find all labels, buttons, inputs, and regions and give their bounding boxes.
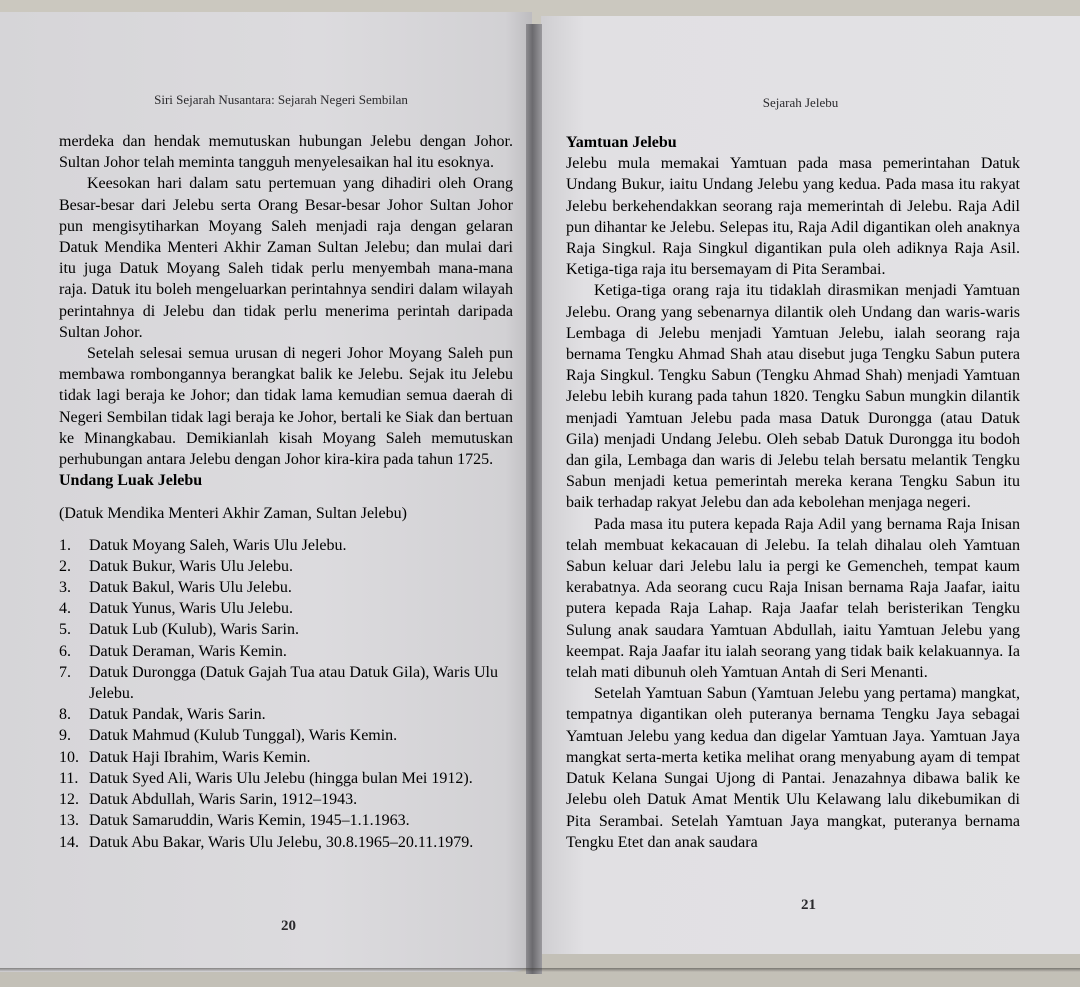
list-item <box>59 725 513 746</box>
list-number: 11. <box>59 769 79 787</box>
list-text: Datuk Bukur, Waris Ulu Jelebu. <box>89 557 293 575</box>
paragraph: merdeka dan hendak memutuskan hubungan Jelebu dengan Johor. Sultan Johor telah meminta tangguh menyelesaikan hal itu esoknya. <box>59 133 513 172</box>
list-item <box>59 556 513 577</box>
undang-list <box>59 535 513 853</box>
list-item <box>59 810 513 831</box>
list-item <box>59 662 513 704</box>
list-number: 6. <box>59 642 71 660</box>
list-text: Datuk Yunus, Waris Ulu Jelebu. <box>89 600 294 618</box>
list-item <box>59 577 513 598</box>
list-number: 7. <box>59 663 71 681</box>
list-item <box>59 704 513 725</box>
paragraph: Jelebu mula memakai Yamtuan pada masa pemerintahan Datuk Undang Bukur, iaitu Undang Jelebu yang kedua. Pada masa itu rakyat Jelebu berkehendakkan seorang raja memerintah di Jelebu. Raja Adil pun dihantar ke Jelebu. Selepas itu, Raja Adil digantikan oleh anaknya Raja Singkul. Raja Singkul digantikan pula oleh adiknya Raja Asil. Ketiga-tiga raja itu bersemayam di Pita Serambai. <box>566 155 1020 279</box>
paragraph: Ketiga-tiga orang raja itu tidaklah dirasmikan menjadi Yamtuan Jelebu. Orang yang sebenarnya dilantik oleh Undang dan waris-waris Lembaga di Jelebu menjadi Yamtuan Jelebu, ialah seorang raja bernama Tengku Ahmad Shah atau disebut juga Tengku Sabun putera Raja Singkul. Tengku Sabun (Tengku Ahmad Shah) menjadi Yamtuan Jelebu lebih kurang pada tahun 1820. Tengku Sabun mungkin dilantik menjadi Yamtuan Jelebu pada masa Datuk Durongga (atau Datuk Gila) menjadi Undang Jelebu. Oleh sebab Datuk Durongga itu bodoh dan gila, Lembaga dan waris di Jelebu telah bersatu melantik Tengku Sabun menjadi ketua pemerintah mereka kerana Tengku Sabun itu baik terhadap rakyat Jelebu dan ada kebolehan menjaga negeri. <box>566 282 1020 512</box>
list-number: 10. <box>59 748 79 766</box>
list-text: Datuk Syed Ali, Waris Ulu Jelebu (hingga bulan Mei 1912). <box>89 769 473 787</box>
left-running-head: Siri Sejarah Nusantara: Sejarah Negeri Sembilan <box>154 92 408 107</box>
list-number: 3. <box>59 579 71 597</box>
list-item <box>59 747 513 768</box>
right-page-body <box>566 132 1020 853</box>
list-number: 12. <box>59 791 79 809</box>
list-item <box>59 768 513 789</box>
list-number: 5. <box>59 621 71 639</box>
list-item <box>59 641 513 662</box>
page-edge-shadow <box>0 968 1080 972</box>
list-item <box>59 535 513 556</box>
list-text: Datuk Abu Bakar, Waris Ulu Jelebu, 30.8.1965–20.11.1979. <box>89 833 474 851</box>
list-number: 1. <box>59 536 71 554</box>
list-text: Datuk Mahmud (Kulub Tunggal), Waris Kemin. <box>89 727 398 745</box>
list-text: Datuk Samaruddin, Waris Kemin, 1945–1.1.1963. <box>89 812 410 830</box>
list-text: Datuk Abdullah, Waris Sarin, 1912–1943. <box>89 791 358 809</box>
list-item <box>59 789 513 810</box>
list-number: 4. <box>59 600 71 618</box>
list-text: Datuk Bakul, Waris Ulu Jelebu. <box>89 579 292 597</box>
list-text: Datuk Pandak, Waris Sarin. <box>89 706 266 724</box>
list-number: 14. <box>59 833 79 851</box>
list-number: 2. <box>59 557 71 575</box>
list-number: 9. <box>59 727 71 745</box>
list-text: Datuk Deraman, Waris Kemin. <box>89 642 287 660</box>
list-number: 13. <box>59 812 79 830</box>
list-text: Datuk Lub (Kulub), Waris Sarin. <box>89 621 299 639</box>
list-item <box>59 832 513 853</box>
left-page-body <box>59 131 513 853</box>
paragraph: Keesokan hari dalam satu pertemuan yang dihadiri oleh Orang Besar-besar dari Jelebu serta Orang Besar-besar Johor Sultan Johor pun mengisytiharkan Moyang Saleh menjadi raja dengan gelaran Datuk Mendika Menteri Akhir Zaman Sultan Jelebu; dan mulai dari itu juga Datuk Moyang Saleh tidak perlu menyembah mana-mana raja. Datuk itu boleh mengeluarkan perintahnya sendiri dalam wilayah perintahnya di Jelebu dan tidak perlu menerima perintah daripada Sultan Johor. <box>59 175 513 341</box>
list-text: Datuk Moyang Saleh, Waris Ulu Jelebu. <box>89 536 347 554</box>
list-text: Datuk Haji Ibrahim, Waris Kemin. <box>89 748 311 766</box>
paragraph: Setelah selesai semua urusan di negeri Johor Moyang Saleh pun membawa rombongannya berangkat balik ke Jelebu. Sejak itu Jelebu tidak lagi beraja ke Johor; dan tidak lama kemudian semua daerah di Negeri Sembilan tidak lagi beraja ke Johor, bertali ke Siak dan bertuan ke Minangkabau. Demikianlah kisah Moyang Saleh memutuskan perhubungan antara Jelebu dengan Johor kira-kira pada tahun 1725. <box>59 345 513 469</box>
paragraph: Setelah Yamtuan Sabun (Yamtuan Jelebu yang pertama) mangkat, tempatnya digantikan oleh puteranya bernama Tengku Jaya sebagai Yamtuan Jelebu yang kedua dan digelar Yamtuan Jaya. Yamtuan Jaya mangkat serta-merta ketika melihat orang menyabung ayam di tempat Datuk Kelana Sungai Ujong di Pantai. Jenazahnya dibawa balik ke Jelebu oleh Datuk Amat Mentik Ulu Kelawang lalu dikebumikan di Pita Serambai. Setelah Yamtuan Jaya mangkat, puteranya bernama Tengku Etet dan anak saudara <box>566 685 1020 851</box>
page-number-right: 21 <box>801 897 816 913</box>
paragraph: Pada masa itu putera kepada Raja Adil yang bernama Raja Inisan telah membuat kekacauan di Jelebu. Ia telah dihalau oleh Yamtuan Sabun keluar dari Jelebu lalu ia pergi ke Gemencheh, tempat kaum kerabatnya. Ada seorang cucu Raja Inisan bernama Raja Jaafar, iaitu putera kepada Raja Lahap. Raja Jaafar telah beristerikan Tengku Sulung anak saudara Yamtuan Abdullah, iaitu Yamtuan Jelebu yang keempat. Raja Jaafar itu ialah seorang yang tidak baik kelakuannya. Ia telah mati dibunuh oleh Yamtuan Antah di Seri Menanti. <box>566 515 1020 682</box>
section-heading: Undang Luak Jelebu <box>59 472 203 490</box>
book-gutter <box>526 24 542 974</box>
list-text: Datuk Durongga (Datuk Gajah Tua atau Datuk Gila), Waris Ulu Jelebu. <box>89 663 498 703</box>
right-running-head: Sejarah Jelebu <box>762 95 839 110</box>
page-number-left: 20 <box>281 918 296 934</box>
list-item <box>59 619 513 640</box>
section-heading: Yamtuan Jelebu <box>566 134 677 151</box>
list-item <box>59 598 513 619</box>
section-subtitle: (Datuk Mendika Menteri Akhir Zaman, Sultan Jelebu) <box>59 505 407 523</box>
list-number: 8. <box>59 706 71 724</box>
